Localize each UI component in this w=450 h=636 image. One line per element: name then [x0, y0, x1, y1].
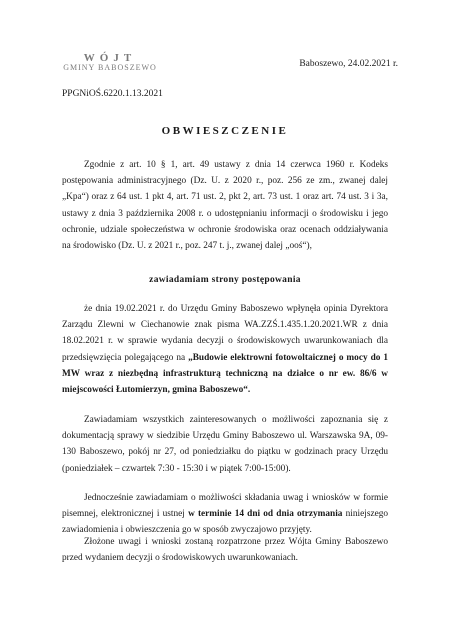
comments-paragraph — [62, 490, 388, 539]
stamp-subtitle: GMINY BABOSZEWO — [63, 63, 157, 72]
stamp-title: WÓJT — [83, 52, 137, 64]
place-date: Baboszewo, 24.02.2021 r. — [299, 59, 398, 69]
comments-text-end: niniejszego zawiadomienia i obwieszczenia go w sposób zwyczajowo przyjęty. — [62, 509, 388, 536]
project-name: „Budowie elektrowni fotowoltaicznej o mocy do 1 MW wraz z niezbędną infrastrukturą techniczną na działce o nr ew. 86/6 w miejscowości Łutomierzyn, gmina Baboszewo“. — [62, 352, 388, 396]
review-text: Złożone uwagi i wnioski zostaną rozpatrzone przez Wójta Gminy Baboszewo przed wydaniem decyzji o środowiskowych uwarunkowaniach. — [62, 537, 388, 564]
legal-basis-text: Zgodnie z art. 10 § 1, art. 49 ustawy z dnia 14 czerwca 1960 r. Kodeks postępowania administracyjnego (Dz. U. z 2020 r., poz. 256 ze zm., zwanej dalej „Kpa“) oraz z 64 ust. 1 pkt 4, art. 71 ust. 2, pkt 2, art. 73 ust. 1 oraz art. 74 ust. 3 i 3a, ustawy z dnia 3 października 2008 r. o udostępnianiu informacji o środowisku i jego ochronie, udziale społeczeństwa w ochronie środowiska oraz ocenach oddziaływania na środowisko (Dz. U. z 2021 r., poz. 247 t. j., zwanej dalej „ooś“), — [62, 160, 388, 252]
comments-text: Jednocześnie zawiadamiam o możliwości składania uwag i wniosków w formie pisemnej, elektronicznej i ustnej — [62, 493, 388, 520]
office-stamp — [50, 52, 170, 72]
legal-basis-paragraph — [62, 157, 388, 254]
opinion-text: że dnia 19.02.2021 r. do Urzędu Gminy Baboszewo wpłynęła opinia Dyrektora Zarządu Zlewni w Ciechanowie znak pisma WA.ZZŚ.1.435.1.20.2021.WR z dnia 18.02.2021 r. w sprawie wydania decyzji o środowiskowych uwarunkowaniach dla przedsięwzięcia polegającego na — [62, 304, 388, 363]
reference-number: PPGNiOŚ.6220.1.13.2021 — [62, 89, 163, 99]
document-title: OBWIESZCZENIE — [161, 125, 289, 137]
documentation-text: Zawiadamiam wszystkich zainteresowanych o możliwości zapoznania się z dokumentacją sprawy w siedzibie Urzędu Gminy Baboszewo ul. Warszawska 9A, 09-130 Baboszewo, pokój nr 27, od poniedziałku do piątku w godzinach pracy Urzędu (poniedziałek – czwartek 7:30 - 15:30 i w piątek 7:00-15:00). — [62, 415, 388, 474]
documentation-paragraph — [62, 412, 388, 477]
notice-heading: zawiadamiam strony postępowania — [149, 275, 301, 285]
deadline-text: w terminie 14 dni od dnia otrzymania — [188, 509, 343, 520]
review-paragraph — [62, 534, 388, 566]
opinion-paragraph — [62, 301, 388, 398]
